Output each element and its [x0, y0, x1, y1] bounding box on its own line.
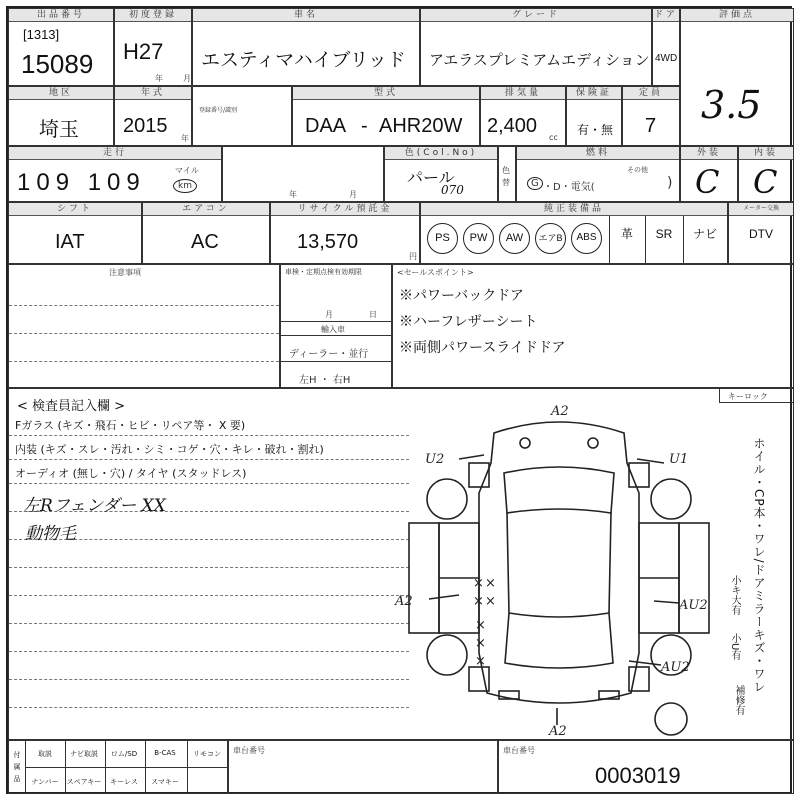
inspection-month-unit: 月 [349, 190, 357, 199]
color-change-cell [498, 146, 516, 202]
notes-cell [8, 264, 280, 388]
fuel-header: 燃料 [517, 147, 679, 160]
interior-cell [738, 146, 794, 202]
car-name: エスティマハイブリッド [201, 50, 406, 71]
inspector-section [8, 388, 794, 740]
recycle-header: リサイクル預託金 [271, 203, 419, 216]
first-reg-era: H27 [123, 39, 164, 64]
mileage-header: 走行 [9, 147, 221, 160]
displacement-unit: cc [549, 133, 558, 142]
inspector-header: < 検査員記入欄 > [17, 399, 126, 414]
damage-mark-4: × [485, 594, 496, 609]
lot-cell [8, 8, 114, 86]
exterior-grade: C [695, 163, 720, 201]
acc-spare-key: スペアキー [66, 778, 102, 786]
diagram-au2-bottom: AU2 [661, 660, 690, 675]
drive-type: 4WD [655, 53, 678, 64]
inspection-year-unit: 年 [289, 190, 297, 199]
insurance-value: 有・無 [577, 123, 614, 137]
reg-no-label: 登録番号/識別 [199, 107, 238, 114]
recycle-unit: 円 [409, 252, 417, 261]
right-outer-panel [679, 523, 709, 633]
accessories-cell [8, 740, 228, 794]
acc-smart-key: スマキー [151, 778, 179, 786]
fuel-gas-option: G [527, 177, 543, 190]
inspection-expiry-header: 車検・定期点検有効期限 [285, 268, 362, 276]
diagram-u1: U1 [669, 452, 689, 467]
sales-points-header: <セールスポイント> [397, 268, 474, 277]
model-separator: - [361, 115, 368, 137]
windshield-shape [504, 467, 614, 513]
acc-rom-sd: ロム/SD [110, 750, 138, 758]
score-header: 評価点 [681, 9, 793, 22]
car-name-header: 車名 [193, 9, 419, 22]
first-reg-header: 初度登録 [115, 9, 191, 22]
car-diagram [389, 403, 729, 737]
color-header: 色(Col.No) [385, 147, 497, 160]
inspection-cell [222, 146, 384, 202]
fuel-close: ) [667, 175, 673, 191]
damage-mark-5: × [475, 618, 486, 633]
mileage-km-unit: km [173, 179, 197, 193]
dtv-cell [728, 202, 794, 264]
import-dealer: ディーラー・並行 [289, 349, 369, 360]
shift-header: シフト [9, 203, 141, 216]
chassis-number: 0003019 [595, 763, 681, 788]
equip-sunroof: SR [655, 227, 673, 241]
frame-label: 車台番号 [233, 746, 265, 755]
diagram-a2-left: A2 [395, 594, 413, 609]
acc-remote: リモコン [193, 750, 221, 758]
inspector-line-glass: Fガラス (キズ・飛石・ヒビ・リペア等・ X 要) [15, 419, 246, 432]
exterior-cell [680, 146, 738, 202]
year-value: 2015 [123, 115, 168, 137]
damage-mark-3: × [473, 594, 484, 609]
exterior-header: 外装 [681, 147, 737, 160]
shift-value: IAT [55, 231, 85, 253]
model-prefix: DAA [305, 115, 347, 137]
expiry-month-unit: 月 [325, 310, 333, 319]
insurance-cell [566, 86, 622, 146]
right-panel-sub-2: 小U有 [729, 633, 740, 661]
reg-no-cell [192, 86, 292, 146]
grade-name: アエラスプレミアムエディション [429, 52, 650, 69]
notes-header: 注意事項 [109, 268, 141, 277]
diagram-u2: U2 [425, 452, 445, 467]
car-body-outline [479, 422, 639, 703]
year-unit: 年 [181, 134, 189, 143]
frame-cell [228, 740, 498, 794]
note-fender: 左Rフェンダー XX [23, 496, 166, 516]
score-value: 3.5 [701, 83, 762, 127]
inspector-line-audio: オーディオ (無し・穴) / タイヤ (スタッドレス) [15, 467, 247, 480]
mileage-cell [8, 146, 222, 202]
sales-points-cell [392, 264, 794, 388]
right-panel-sub-1: 小キ大有 [729, 575, 740, 615]
displacement-value: 2,400 [487, 115, 538, 137]
chassis-label: 車台番号 [503, 746, 535, 755]
equipment-cell [420, 202, 728, 264]
seats-cell [622, 86, 680, 146]
accessories-label: 付属品 [13, 751, 21, 783]
damage-mark-1: × [473, 576, 484, 591]
model-code: AHR20W [379, 115, 463, 137]
sales-point-3: ※両側パワースライドドア [399, 339, 566, 355]
grade-cell [420, 8, 652, 86]
key-lock-label: キーロック [728, 392, 768, 401]
aircon-cell [142, 202, 270, 264]
color-cell [384, 146, 498, 202]
expiry-day-unit: 日 [369, 310, 377, 319]
diagram-a2-bottom: A2 [549, 724, 567, 737]
equip-abs: ABS [571, 223, 602, 254]
wheel-front-left [427, 479, 467, 519]
acc-number-plate: ナンバー [31, 778, 59, 786]
sales-point-2: ※ハーフレザーシート [399, 313, 538, 329]
grade-header: グレード [421, 9, 651, 22]
recycle-cell [270, 202, 420, 264]
region-value: 埼玉 [39, 119, 79, 141]
wheel-front-right [651, 479, 691, 519]
chassis-cell [498, 740, 794, 794]
seats-header: 定員 [623, 87, 679, 100]
auction-sheet [6, 6, 792, 794]
equip-dtv: DTV [749, 227, 773, 241]
damage-mark-6: × [475, 636, 486, 651]
color-code: 070 [441, 183, 464, 197]
aircon-header: エアコン [143, 203, 269, 216]
import-steering: 左H ・ 右H [299, 375, 351, 386]
aircon-value: AC [191, 231, 219, 253]
diagram-au2-right: AU2 [679, 598, 708, 613]
recycle-value: 13,570 [297, 231, 359, 253]
equipment-header: 純正装備品 [421, 203, 727, 216]
equip-airbag: エアB [535, 223, 566, 254]
region-cell [8, 86, 114, 146]
damage-mark-2: × [485, 576, 496, 591]
note-animal-hair: 動物毛 [25, 524, 76, 544]
acc-keyless: キーレス [110, 778, 138, 786]
acc-manual: 取説 [38, 750, 52, 758]
region-header: 地区 [9, 87, 113, 100]
rear-window-shape [505, 613, 613, 668]
equip-leather: 革 [620, 227, 633, 241]
year-header: 年式 [115, 87, 191, 100]
color-change-label: 色替 [502, 166, 510, 187]
left-outer-panel [409, 523, 439, 633]
displacement-header: 排気量 [481, 87, 565, 100]
insurance-header: 保険証 [567, 87, 621, 100]
damage-mark-7: × [475, 654, 486, 669]
displacement-cell [480, 86, 566, 146]
lot-header: 出品番号 [9, 9, 113, 22]
right-panel-sub-3: 補修有 [733, 685, 744, 715]
lot-number: 15089 [21, 49, 94, 79]
shift-cell [8, 202, 142, 264]
car-name-cell [192, 8, 420, 86]
interior-header: 内装 [739, 147, 793, 160]
first-reg-year-unit: 年 [155, 74, 163, 83]
fuel-cell [516, 146, 680, 202]
meter-ex-header: メーター交換 [729, 203, 793, 216]
year-cell [114, 86, 192, 146]
first-reg-month-unit: 月 [183, 74, 191, 83]
lot-ref: [1313] [23, 27, 60, 42]
key-lock-box [719, 389, 794, 403]
equip-ps: PS [427, 223, 458, 254]
wheel-rear-left [427, 635, 467, 675]
acc-bcas: B-CAS [154, 749, 176, 757]
fuel-other: その他 [627, 166, 648, 174]
model-header: 型式 [293, 87, 479, 100]
mileage-mile-unit: マイル [175, 166, 199, 175]
fuel-options: ・D・電気( [543, 182, 595, 193]
right-panel-text: ホイル・CP本・ワレ/ドアミラーキズ・ワレ [752, 437, 766, 694]
model-cell [292, 86, 480, 146]
first-reg-cell [114, 8, 192, 86]
seats-value: 7 [645, 115, 657, 137]
interior-grade: C [753, 163, 778, 201]
drive-cell [652, 8, 680, 86]
acc-navi-manual: ナビ取説 [70, 750, 98, 758]
door-header: ドア [654, 10, 678, 20]
diagram-a2-top: A2 [551, 404, 569, 419]
inspection-expiry-cell [280, 264, 392, 388]
score-cell [680, 8, 794, 146]
spare-wheel [655, 703, 687, 735]
inspector-line-interior: 内装 (キズ・スレ・汚れ・シミ・コゲ・穴・キレ・破れ・割れ) [15, 443, 324, 456]
equip-pw: PW [463, 223, 494, 254]
import-header: 輸入車 [321, 325, 345, 334]
mileage-value: 109 109 [17, 169, 146, 196]
color-name: パール [407, 170, 455, 187]
sales-point-1: ※パワーバックドア [399, 287, 524, 303]
equip-navi: ナビ [692, 227, 717, 241]
equip-aw: AW [499, 223, 530, 254]
